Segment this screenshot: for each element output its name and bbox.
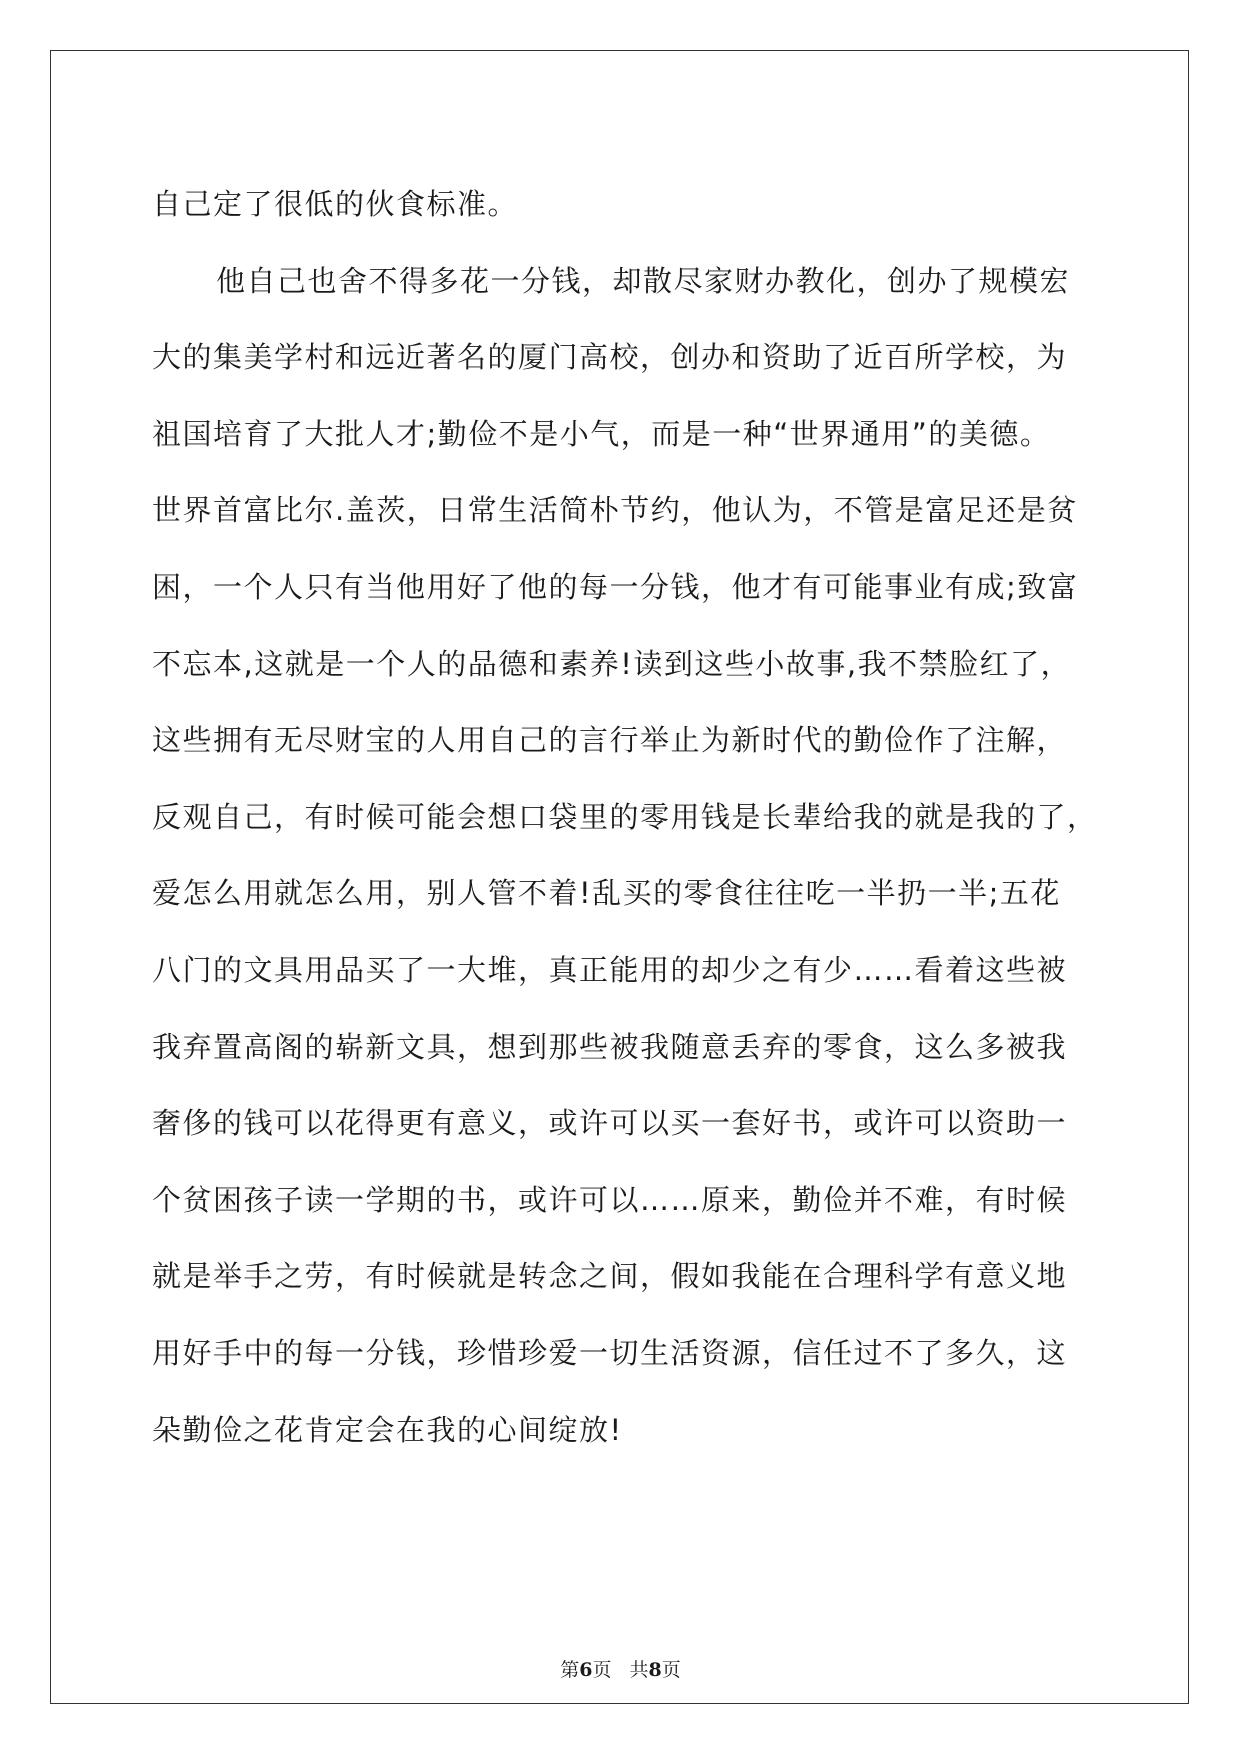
page-footer [0, 1655, 1241, 1682]
text-line: 就是举手之劳，有时候就是转念之间，假如我能在合理科学有意义地 [152, 1259, 1068, 1294]
text-line: 大的集美学村和远近著名的厦门高校，创办和资助了近百所学校，为 [152, 340, 1068, 375]
text-line: 不忘本,这就是一个人的品德和素养!读到这些小故事,我不禁脸红了， [152, 646, 1072, 681]
text-line: 用好手中的每一分钱，珍惜珍爱一切生活资源，信任过不了多久，这 [152, 1335, 1068, 1370]
text-line: 我弃置高阁的崭新文具，想到那些被我随意丢弃的零食，这么多被我 [152, 1029, 1068, 1064]
page-number-prefix: 第 [560, 1659, 580, 1681]
text-line: 朵勤俭之花肯定会在我的心间绽放! [152, 1412, 623, 1447]
text-line: 困，一个人只有当他用好了他的每一分钱，他才有可能事业有成;致富 [152, 569, 1079, 604]
page-number-suffix: 页 [592, 1659, 612, 1681]
paragraph-start-line: 他自己也舍不得多花一分钱，却散尽家财办教化，创办了规模宏 [216, 263, 1071, 298]
page-total-suffix: 页 [661, 1659, 681, 1681]
page-number-current: 6 [579, 1659, 593, 1681]
text-line: 祖国培育了大批人才;勤俭不是小气，而是一种“世界通用”的美德。 [152, 416, 1051, 451]
page-total-prefix: 共 [629, 1659, 649, 1681]
text-line: 反观自己，有时候可能会想口袋里的零用钱是长辈给我的就是我的了， [152, 799, 1098, 834]
text-line: 八门的文具用品买了一大堆，真正能用的却少之有少……看着这些被 [152, 952, 1068, 987]
document-body [152, 166, 1112, 1468]
text-line: 爱怎么用就怎么用，别人管不着!乱买的零食往往吃一半扔一半;五花 [152, 876, 1061, 911]
page-number-total: 8 [648, 1659, 662, 1681]
text-line: 这些拥有无尽财宝的人用自己的言行举止为新时代的勤俭作了注解， [152, 723, 1068, 758]
text-line: 奢侈的钱可以花得更有意义，或许可以买一套好书，或许可以资助一 [152, 1106, 1068, 1141]
text-line: 世界首富比尔.盖茨，日常生活简朴节约，他认为，不管是富足还是贫 [152, 493, 1078, 528]
text-line: 个贫困孩子读一学期的书，或许可以……原来，勤俭并不难，有时候 [152, 1182, 1068, 1217]
text-line: 自己定了很低的伙食标准。 [152, 187, 519, 221]
